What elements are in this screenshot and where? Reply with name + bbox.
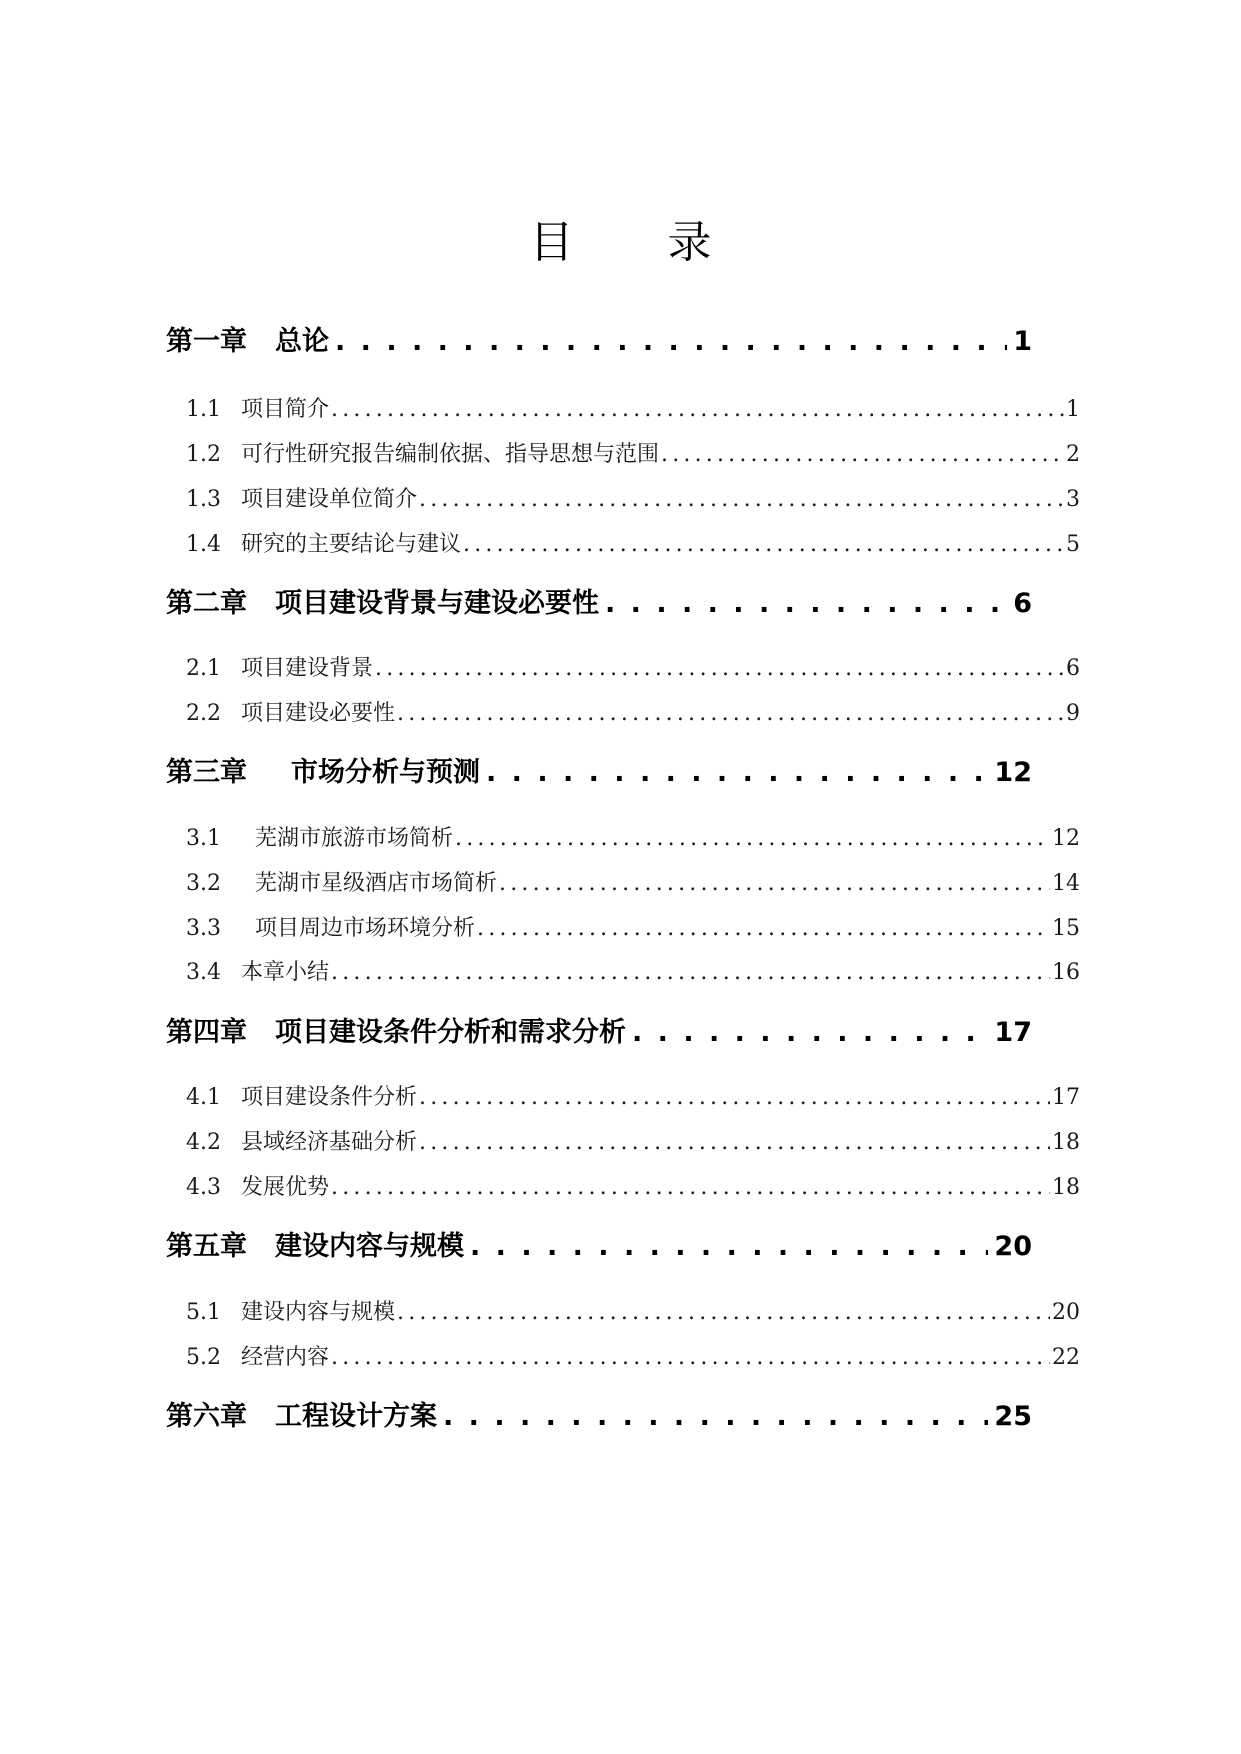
- chapter-number: 第四章: [166, 1017, 247, 1048]
- dot-leader: [331, 1172, 1050, 1204]
- dot-leader: [331, 1342, 1050, 1374]
- toc-section-1-4[interactable]: [186, 529, 1080, 561]
- chapter-title: 工程设计方案: [275, 1401, 437, 1432]
- dot-leader: [632, 1013, 988, 1053]
- section-title: 县域经济基础分析: [241, 1130, 418, 1155]
- toc-section-1-3[interactable]: [186, 484, 1080, 516]
- section-title: 项目建设单位简介: [241, 487, 418, 512]
- chapter-number: 第五章: [166, 1231, 247, 1262]
- chapter-number: 第二章: [166, 588, 247, 619]
- section-page-number: 16: [1052, 960, 1080, 985]
- chapter-number: 第六章: [166, 1401, 247, 1432]
- section-number: 4.1: [186, 1085, 221, 1110]
- chapter-page-number: 1: [1013, 326, 1032, 357]
- section-number: 3.3: [186, 916, 221, 941]
- dot-leader: [335, 322, 1007, 362]
- section-number: 1.4: [186, 532, 221, 557]
- dot-leader: [331, 394, 1064, 426]
- dot-leader: [463, 529, 1064, 561]
- chapter-page-number: 20: [994, 1231, 1032, 1262]
- section-page-number: 20: [1052, 1300, 1080, 1325]
- section-number: 5.2: [186, 1345, 221, 1370]
- toc-section-4-3[interactable]: [186, 1172, 1080, 1204]
- section-title: 芜湖市旅游市场简析: [255, 826, 454, 851]
- chapter-title: 总论: [275, 326, 329, 357]
- section-page-number: 12: [1052, 826, 1080, 851]
- toc-section-4-1[interactable]: [186, 1082, 1080, 1114]
- section-title: 项目周边市场环境分析: [255, 916, 476, 941]
- section-title: 本章小结: [241, 960, 330, 985]
- dot-leader: [477, 913, 1050, 945]
- toc-chapter-3[interactable]: [166, 753, 1032, 793]
- toc-section-5-1[interactable]: [186, 1297, 1080, 1329]
- dot-leader: [486, 753, 988, 793]
- section-number: 4.3: [186, 1175, 221, 1200]
- section-number: 4.2: [186, 1130, 221, 1155]
- dot-leader: [499, 868, 1050, 900]
- section-title: 研究的主要结论与建议: [241, 532, 462, 557]
- section-page-number: 6: [1066, 656, 1080, 681]
- section-title: 经营内容: [241, 1345, 330, 1370]
- toc-chapter-5[interactable]: [166, 1227, 1032, 1267]
- section-number: 3.2: [186, 871, 221, 896]
- dot-leader: [397, 1297, 1050, 1329]
- toc-section-3-1[interactable]: [186, 823, 1080, 855]
- section-page-number: 22: [1052, 1345, 1080, 1370]
- dot-leader: [605, 584, 1007, 624]
- section-title: 项目建设条件分析: [241, 1085, 418, 1110]
- dot-leader: [443, 1397, 988, 1437]
- section-page-number: 18: [1052, 1175, 1080, 1200]
- chapter-title: 项目建设条件分析和需求分析: [275, 1017, 626, 1048]
- section-title: 建设内容与规模: [241, 1300, 396, 1325]
- toc-chapter-4[interactable]: [166, 1013, 1032, 1053]
- dot-leader: [331, 957, 1050, 989]
- dot-leader: [661, 439, 1064, 471]
- section-page-number: 2: [1066, 442, 1080, 467]
- section-title: 芜湖市星级酒店市场简析: [255, 871, 498, 896]
- toc-section-3-4[interactable]: [186, 957, 1080, 989]
- toc-section-2-2[interactable]: [186, 698, 1080, 730]
- toc-chapter-1[interactable]: [166, 322, 1032, 362]
- section-page-number: 9: [1066, 701, 1080, 726]
- toc-section-3-2[interactable]: [186, 868, 1080, 900]
- toc-section-3-3[interactable]: [186, 913, 1080, 945]
- chapter-number: 第一章: [166, 326, 247, 357]
- toc-section-1-2[interactable]: [186, 439, 1080, 471]
- section-page-number: 14: [1052, 871, 1080, 896]
- dot-leader: [455, 823, 1050, 855]
- section-title: 可行性研究报告编制依据、指导思想与范围: [241, 442, 660, 467]
- section-number: 1.3: [186, 487, 221, 512]
- section-number: 3.1: [186, 826, 221, 851]
- toc-chapter-2[interactable]: [166, 584, 1032, 624]
- section-title: 项目建设必要性: [241, 701, 396, 726]
- section-number: 3.4: [186, 960, 221, 985]
- section-page-number: 18: [1052, 1130, 1080, 1155]
- chapter-page-number: 6: [1013, 588, 1032, 619]
- section-number: 5.1: [186, 1300, 221, 1325]
- chapter-title: 建设内容与规模: [275, 1231, 464, 1262]
- chapter-title: 市场分析与预测: [291, 757, 480, 788]
- section-title: 发展优势: [241, 1175, 330, 1200]
- dot-leader: [375, 653, 1064, 685]
- chapter-page-number: 25: [994, 1401, 1032, 1432]
- section-page-number: 5: [1066, 532, 1080, 557]
- chapter-title: 项目建设背景与建设必要性: [275, 588, 599, 619]
- section-number: 1.1: [186, 397, 221, 422]
- toc-section-5-2[interactable]: [186, 1342, 1080, 1374]
- section-title: 项目建设背景: [241, 656, 374, 681]
- chapter-page-number: 12: [994, 757, 1032, 788]
- chapter-number: 第三章: [166, 757, 247, 788]
- toc-section-4-2[interactable]: [186, 1127, 1080, 1159]
- dot-leader: [397, 698, 1064, 730]
- toc-chapter-6[interactable]: [166, 1397, 1032, 1437]
- section-number: 1.2: [186, 442, 221, 467]
- section-page-number: 1: [1066, 397, 1080, 422]
- toc-section-2-1[interactable]: [186, 653, 1080, 685]
- section-title: 项目简介: [241, 397, 330, 422]
- dot-leader: [419, 484, 1064, 516]
- chapter-page-number: 17: [994, 1017, 1032, 1048]
- dot-leader: [419, 1082, 1050, 1114]
- section-number: 2.1: [186, 656, 221, 681]
- section-page-number: 17: [1052, 1085, 1080, 1110]
- section-page-number: 15: [1052, 916, 1080, 941]
- dot-leader: [470, 1227, 988, 1267]
- toc-section-1-1[interactable]: [186, 394, 1080, 426]
- section-number: 2.2: [186, 701, 221, 726]
- section-page-number: 3: [1066, 487, 1080, 512]
- page-title: 目 录: [529, 217, 752, 268]
- dot-leader: [419, 1127, 1050, 1159]
